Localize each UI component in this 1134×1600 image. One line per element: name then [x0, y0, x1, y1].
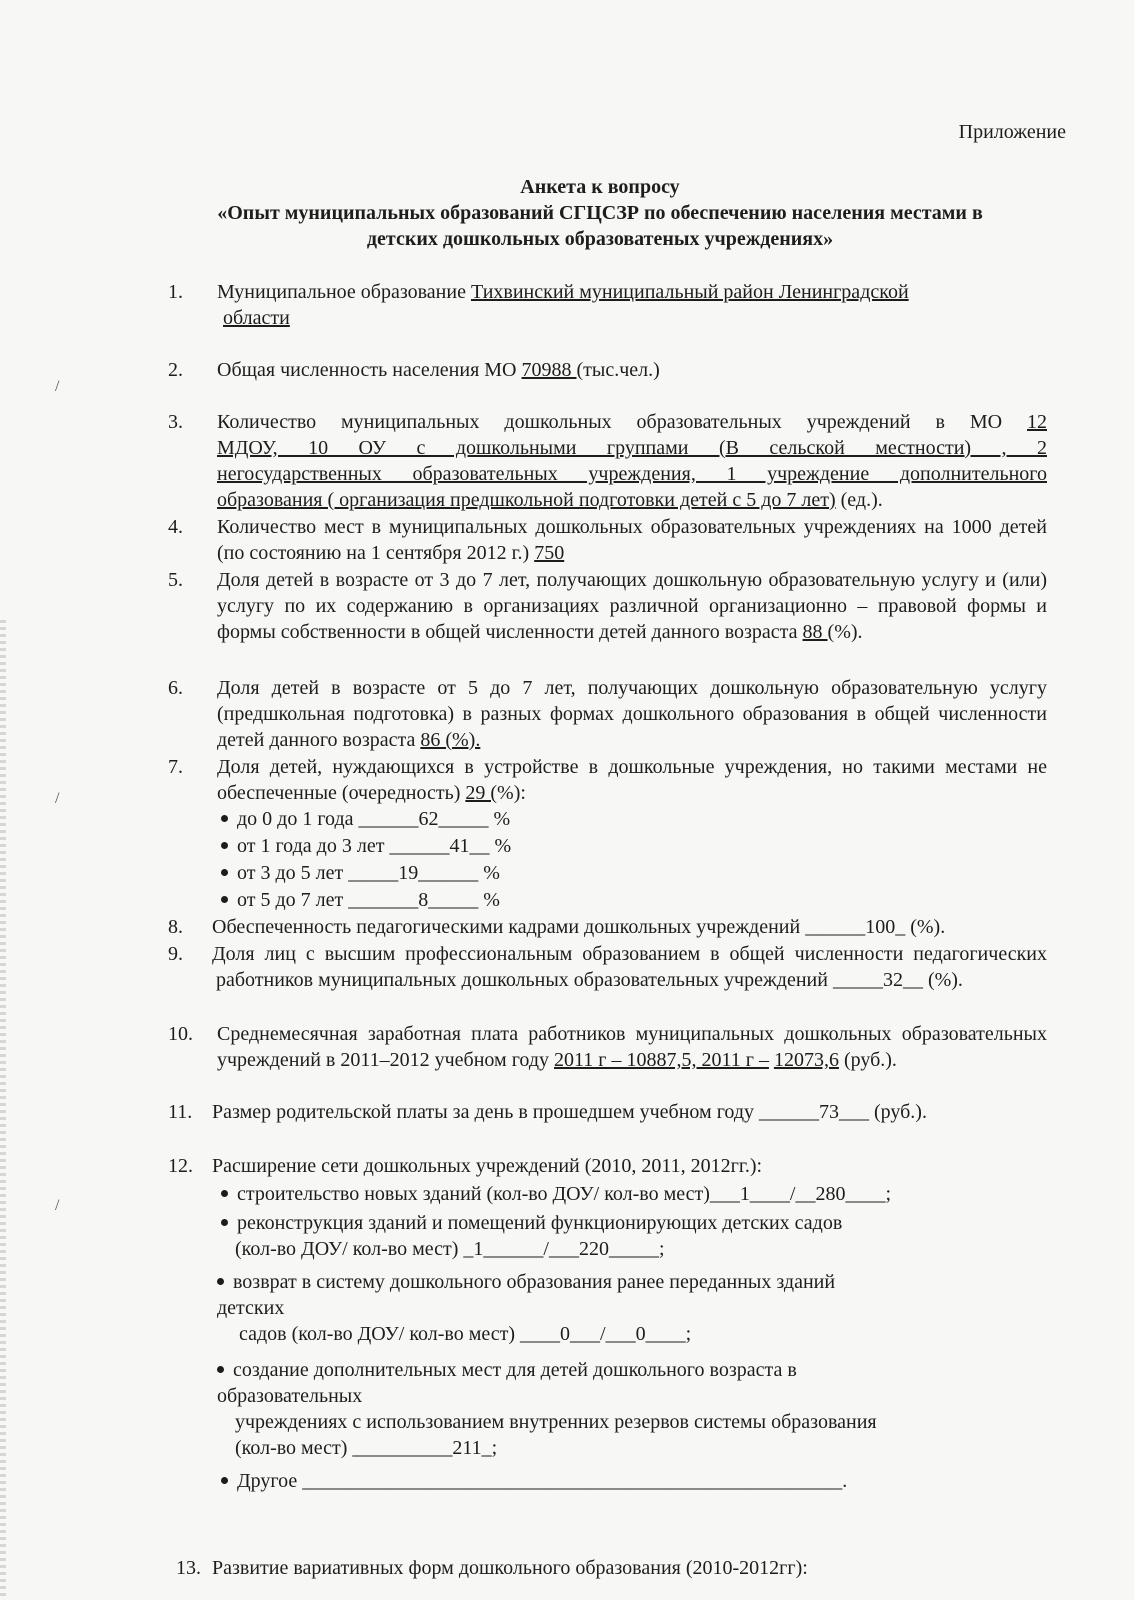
- higher-education-value: _____32__: [832, 969, 923, 991]
- item-2-label: Общая численность населения МО: [217, 359, 522, 381]
- item-number: 8.: [168, 916, 183, 938]
- item-5-unit: (%).: [827, 621, 863, 643]
- item-number: 7.: [168, 756, 183, 778]
- item-number: 6.: [168, 677, 183, 699]
- salary-value: 2011 г – 10887,5, 2011 г –: [554, 1049, 769, 1071]
- item-5: [217, 567, 1047, 645]
- bullet-tail: ;: [885, 1183, 892, 1205]
- item-1-line-2: [223, 305, 290, 331]
- item-9-label: Доля лиц с высшим профессиональным образованием в общей численности педагогических работников муниципальных дошкольных образовательных учреждений: [212, 943, 1047, 991]
- municipality-name: Тихвинский муниципальный район Ленинградской: [470, 281, 909, 303]
- bullet-label: от 1 года до 3 лет: [237, 835, 390, 857]
- item-3-value-line-4: образования ( организация предшкольной подготовки детей с 5 до 7 лет): [217, 489, 836, 511]
- item-3-unit: (ед.).: [835, 489, 883, 511]
- scan-mark: /: [55, 790, 60, 807]
- bullet-unit: %: [493, 808, 511, 830]
- item-10-unit: (руб.).: [838, 1049, 897, 1071]
- item-number: 1.: [168, 281, 183, 303]
- bullet-unit: %: [494, 835, 512, 857]
- bullet-icon: [217, 1278, 224, 1285]
- bullet-label: от 3 до 5 лет: [237, 862, 349, 884]
- network-reconstruction: [221, 1210, 842, 1262]
- bullet-icon: [221, 1477, 228, 1484]
- item-4-label: Количество мест в муниципальных дошкольных образовательных учреждениях на 1000 детей (по состоянию на 1 сентября 2012 г.): [217, 516, 1047, 564]
- bullet-label: Другое: [237, 1470, 303, 1492]
- parent-fee-value: ______73___: [759, 1101, 869, 1123]
- item-6: [217, 675, 1047, 753]
- bullet-value: ____0___/___0____: [520, 1323, 686, 1345]
- item-3-value-line-3: негосударственных образовательных учреждения, 1 учреждение дополнительного: [217, 463, 1047, 485]
- bullet-label-4: (кол-во мест): [235, 1437, 353, 1459]
- bullet-unit: %: [483, 889, 500, 911]
- item-3-label: Количество муниципальных дошкольных образовательных учреждений в МО: [217, 411, 1027, 433]
- item-13: Развитие вариативных форм дошкольного образования (2010-2012гг):: [212, 1557, 808, 1579]
- item-1: [217, 279, 1047, 305]
- item-number: 11.: [168, 1101, 193, 1123]
- title-line-1: Анкета к вопросу: [520, 176, 680, 198]
- item-3-value: 12: [1027, 411, 1047, 433]
- bullet-icon: [221, 896, 228, 903]
- item-2-unit: (тыс.чел.): [576, 359, 660, 381]
- network-other: [221, 1468, 847, 1494]
- queue-age-3-5: [221, 860, 500, 886]
- item-number: 2.: [168, 359, 183, 381]
- bullet-icon: [221, 815, 228, 822]
- bullet-value: ______41__: [389, 835, 495, 857]
- queue-age-1-3: [221, 833, 511, 859]
- item-11-label: Размер родительской платы за день в прошедшем учебном году: [212, 1101, 759, 1123]
- item-number: 3.: [168, 411, 183, 433]
- bullet-label-3: учреждениях с использованием внутренних резервов системы образования: [235, 1411, 877, 1433]
- places-per-1000-value: 750: [534, 542, 565, 564]
- network-return-buildings: [217, 1269, 1047, 1347]
- bullet-value: _______8_____: [348, 889, 484, 911]
- item-7-unit: %):: [497, 782, 526, 804]
- bullet-tail: ;: [658, 1238, 665, 1260]
- queue-age-0-1: [221, 806, 510, 832]
- scan-mark: /: [55, 378, 60, 395]
- municipality-name-cont: области: [223, 307, 290, 329]
- bullet-icon: [221, 842, 228, 849]
- bullet-label-2: (кол-во ДОУ/ кол-во мест): [235, 1238, 464, 1260]
- bullet-label: возврат в систему дошкольного образования ранее переданных зданий: [233, 1271, 836, 1293]
- bullet-label: создание дополнительных мест для детей дошкольного возраста в: [233, 1359, 797, 1381]
- item-number: 13.: [176, 1557, 201, 1579]
- bullet-tail: ;: [685, 1323, 692, 1345]
- scan-edge-artifact: [0, 620, 6, 1600]
- item-11-unit: (руб.).: [869, 1101, 927, 1123]
- item-4: [217, 514, 1047, 566]
- share-3-7-value: 88: [802, 621, 828, 643]
- queue-value: 29 (: [465, 782, 498, 804]
- item-6-label: Доля детей в возрасте от 5 до 7 лет, получающих дошкольную образовательную услугу (предшкольная подготовка) в разных формах дошкольного образования в общей численности детей данного возраста: [217, 677, 1047, 751]
- bullet-label-3: садов (кол-во ДОУ/ кол-во мест): [239, 1323, 521, 1345]
- item-7: [217, 754, 1047, 806]
- item-5-label: Доля детей в возрасте от 3 до 7 лет, получающих дошкольную образовательную услугу и (или) услугу по их содержанию в организациях различной организационно – правовой формы и формы собственности в общей численности детей данного возраста: [217, 569, 1047, 643]
- bullet-icon: [221, 869, 228, 876]
- title-line-2: «Опыт муниципальных образований СГЦСЗР по обеспечению населения местами в: [217, 202, 983, 224]
- bullet-icon: [221, 1190, 228, 1197]
- bullet-label: строительство новых зданий (кол-во ДОУ/ кол-во мест): [237, 1183, 710, 1205]
- item-number: 5.: [168, 569, 183, 591]
- bullet-label: от 5 до 7 лет: [237, 889, 349, 911]
- item-12: Расширение сети дошкольных учреждений (2010, 2011, 2012гг.):: [212, 1155, 763, 1177]
- population-value: 70988: [521, 359, 577, 381]
- title-line-3: детских дошкольных образоватеных учреждениях»: [366, 228, 834, 250]
- bullet-label-2: образовательных: [217, 1385, 363, 1407]
- item-2: [217, 357, 1047, 383]
- item-number: 9.: [168, 943, 183, 965]
- item-8-unit: (%).: [905, 916, 946, 938]
- bullet-value: ______________________________________________________: [302, 1470, 843, 1492]
- bullet-value: ______62_____: [358, 808, 494, 830]
- item-9: [212, 941, 1047, 993]
- appendix-label: Приложение: [958, 121, 1066, 143]
- item-9-unit: (%).: [922, 969, 963, 991]
- item-3-value-line-2: МДОУ, 10 ОУ с дошкольными группами (В сельской местности) , 2: [217, 437, 1047, 459]
- salary-value-2: 12073,6: [773, 1049, 839, 1071]
- network-additional-places: [217, 1357, 1047, 1461]
- questionnaire-title: [150, 174, 1050, 252]
- item-number: 12.: [168, 1155, 193, 1177]
- item-8: [212, 914, 1047, 940]
- item-7-label: Доля детей, нуждающихся в устройстве в дошкольные учреждения, но такими местами не обеспеченные (очередность): [217, 756, 1047, 804]
- bullet-tail: .: [842, 1470, 848, 1492]
- item-number: 4.: [168, 516, 183, 538]
- bullet-icon: [217, 1366, 224, 1373]
- queue-age-5-7: [221, 887, 500, 913]
- bullet-tail: ;: [491, 1437, 498, 1459]
- bullet-value: _1______/___220_____: [463, 1238, 659, 1260]
- item-8-label: Обеспеченность педагогическими кадрами дошкольных учреждений: [212, 916, 806, 938]
- item-10: [217, 1021, 1047, 1073]
- bullet-label-2: детских: [217, 1297, 285, 1319]
- bullet-unit: %: [483, 862, 500, 884]
- bullet-icon: [221, 1219, 228, 1226]
- item-11: [212, 1099, 1047, 1125]
- share-5-7-value: 86 (%).: [420, 729, 481, 751]
- item-3: [217, 409, 1047, 513]
- scan-mark: /: [55, 1197, 60, 1214]
- staffing-value: ______100_: [805, 916, 906, 938]
- item-number: 10.: [168, 1023, 193, 1045]
- item-10-label: Среднемесячная заработная плата работников муниципальных дошкольных образовательных учреждений в 2011–2012 учебном году: [217, 1023, 1047, 1071]
- item-1-label: Муниципальное образование: [217, 281, 471, 303]
- bullet-value: ___1____/__280____: [709, 1183, 886, 1205]
- bullet-value: _____19______: [348, 862, 484, 884]
- bullet-value: __________211_: [352, 1437, 492, 1459]
- bullet-label: до 0 до 1 года: [237, 808, 359, 830]
- bullet-label: реконструкция зданий и помещений функционирующих детских садов: [237, 1212, 843, 1234]
- network-new-buildings: [221, 1181, 891, 1207]
